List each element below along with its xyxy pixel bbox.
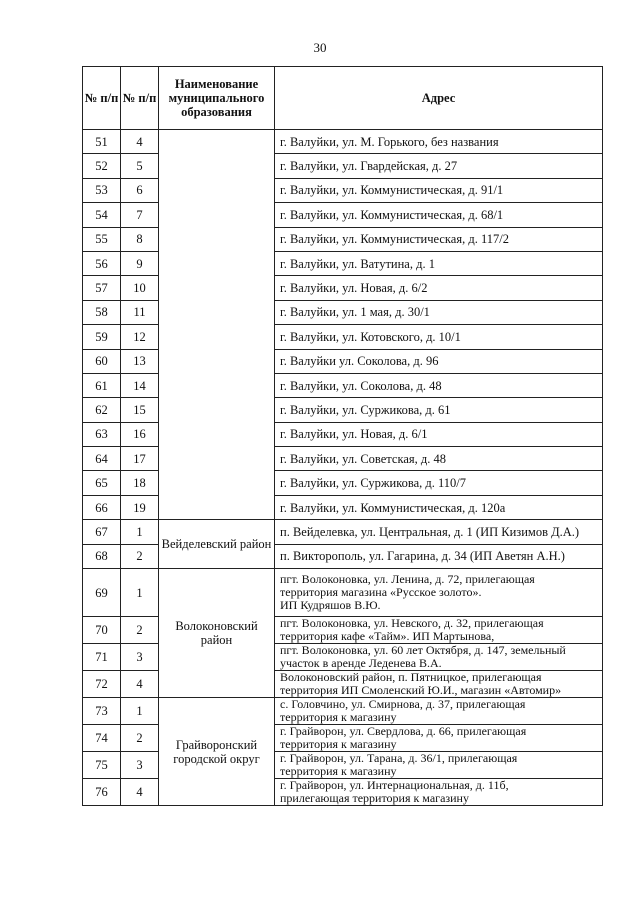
row-number: 65	[83, 471, 121, 495]
row-number: 76	[83, 779, 121, 806]
row-subnumber: 3	[121, 644, 159, 671]
row-subnumber: 6	[121, 178, 159, 202]
row-address: п. Викторополь, ул. Гагарина, д. 34 (ИП Аветян А.Н.)	[275, 544, 603, 568]
row-number: 60	[83, 349, 121, 373]
row-number: 61	[83, 373, 121, 397]
row-number: 73	[83, 698, 121, 725]
address-line: прилегающая территория к магазину	[280, 791, 469, 806]
header-number: № п/п	[83, 67, 121, 130]
address-line: территория к магазину	[280, 710, 397, 725]
row-subnumber: 18	[121, 471, 159, 495]
row-subnumber: 2	[121, 544, 159, 568]
row-subnumber: 4	[121, 671, 159, 698]
row-number: 64	[83, 447, 121, 471]
row-subnumber: 1	[121, 569, 159, 617]
row-subnumber: 12	[121, 325, 159, 349]
row-number: 55	[83, 227, 121, 251]
row-number: 57	[83, 276, 121, 300]
row-address: г. Валуйки, ул. Коммунистическая, д. 91/1	[275, 178, 603, 202]
row-subnumber: 11	[121, 300, 159, 324]
row-number: 72	[83, 671, 121, 698]
row-address: г. Валуйки, ул. Новая, д. 6/1	[275, 422, 603, 446]
row-address	[275, 644, 603, 671]
municipality-cell-empty	[159, 130, 275, 520]
row-number: 51	[83, 130, 121, 154]
row-subnumber: 3	[121, 752, 159, 779]
address-line: территория магазина «Русское золото».	[280, 585, 482, 600]
row-address	[275, 725, 603, 752]
row-address: г. Валуйки, ул. М. Горького, без названия	[275, 130, 603, 154]
municipality-name: Вейделевский район	[159, 520, 275, 569]
address-line: с. Головчино, ул. Смирнова, д. 37, прилегающая	[280, 697, 526, 712]
header-municipality: Наименование муниципального образования	[159, 67, 275, 130]
row-number: 52	[83, 154, 121, 178]
row-address: г. Валуйки, ул. Коммунистическая, д. 68/1	[275, 203, 603, 227]
row-address: г. Валуйки, ул. 1 мая, д. 30/1	[275, 300, 603, 324]
row-number: 74	[83, 725, 121, 752]
row-number: 70	[83, 617, 121, 644]
address-line: г. Грайворон, ул. Интернациональная, д. 11б,	[280, 778, 509, 793]
row-number: 62	[83, 398, 121, 422]
row-address: г. Валуйки, ул. Коммунистическая, д. 117/2	[275, 227, 603, 251]
address-line: пгт. Волоконовка, ул. Невского, д. 32, прилегающая	[280, 616, 544, 631]
row-number: 68	[83, 544, 121, 568]
row-subnumber: 2	[121, 725, 159, 752]
table-row	[83, 130, 603, 154]
row-address	[275, 698, 603, 725]
municipality-name: Грайворонский городской округ	[159, 698, 275, 806]
municipality-name: Волоконовский район	[159, 569, 275, 698]
address-line: территория ИП Смоленский Ю.И., магазин «Автомир»	[280, 683, 562, 698]
row-subnumber: 4	[121, 130, 159, 154]
row-address: г. Валуйки, ул. Гвардейская, д. 27	[275, 154, 603, 178]
row-subnumber: 4	[121, 779, 159, 806]
row-subnumber: 2	[121, 617, 159, 644]
address-line: пгт. Волоконовка, ул. 60 лет Октября, д. 147, земельный	[280, 643, 566, 658]
row-address: г. Валуйки, ул. Суржикова, д. 61	[275, 398, 603, 422]
row-address: г. Валуйки, ул. Соколова, д. 48	[275, 373, 603, 397]
row-address: г. Валуйки, ул. Новая, д. 6/2	[275, 276, 603, 300]
row-address: п. Вейделевка, ул. Центральная, д. 1 (ИП Кизимов Д.А.)	[275, 520, 603, 544]
row-number: 75	[83, 752, 121, 779]
row-subnumber: 14	[121, 373, 159, 397]
address-line: г. Грайворон, ул. Свердлова, д. 66, прилегающая	[280, 724, 527, 739]
row-address	[275, 779, 603, 806]
row-subnumber: 8	[121, 227, 159, 251]
row-number: 67	[83, 520, 121, 544]
row-address	[275, 752, 603, 779]
row-number: 59	[83, 325, 121, 349]
header-subnumber: № п/п	[121, 67, 159, 130]
row-subnumber: 19	[121, 495, 159, 519]
row-address: г. Валуйки, ул. Суржикова, д. 110/7	[275, 471, 603, 495]
row-number: 53	[83, 178, 121, 202]
row-number: 69	[83, 569, 121, 617]
row-address: г. Валуйки, ул. Советская, д. 48	[275, 447, 603, 471]
row-number: 56	[83, 251, 121, 275]
table-row	[83, 698, 603, 725]
table-row	[83, 569, 603, 617]
header-address: Адрес	[275, 67, 603, 130]
row-subnumber: 1	[121, 520, 159, 544]
address-line: территория кафе «Тайм». ИП Мартынова,	[280, 629, 495, 644]
table-row	[83, 520, 603, 544]
row-subnumber: 5	[121, 154, 159, 178]
row-number: 58	[83, 300, 121, 324]
address-line: ИП Кудряшов В.Ю.	[280, 598, 381, 613]
row-subnumber: 9	[121, 251, 159, 275]
row-subnumber: 7	[121, 203, 159, 227]
page-number: 30	[313, 40, 327, 55]
row-subnumber: 16	[121, 422, 159, 446]
row-subnumber: 10	[121, 276, 159, 300]
address-line: пгт. Волоконовка, ул. Ленина, д. 72, прилегающая	[280, 572, 535, 587]
address-line: Волоконовский район, п. Пятницкое, прилегающая	[280, 670, 542, 685]
row-address: г. Валуйки, ул. Коммунистическая, д. 120а	[275, 495, 603, 519]
address-table	[82, 66, 603, 806]
row-address	[275, 569, 603, 617]
row-address: г. Валуйки, ул. Ватутина, д. 1	[275, 251, 603, 275]
row-subnumber: 1	[121, 698, 159, 725]
row-number: 54	[83, 203, 121, 227]
row-address: г. Валуйки ул. Соколова, д. 96	[275, 349, 603, 373]
table-header	[83, 67, 603, 130]
address-line: территория к магазину	[280, 764, 397, 779]
row-number: 71	[83, 644, 121, 671]
row-number: 66	[83, 495, 121, 519]
address-line: территория к магазину	[280, 737, 397, 752]
address-line: г. Грайворон, ул. Тарана, д. 36/1, прилегающая	[280, 751, 518, 766]
row-address	[275, 617, 603, 644]
address-line: участок в аренде Леденева В.А.	[280, 656, 442, 671]
row-subnumber: 15	[121, 398, 159, 422]
row-address: г. Валуйки, ул. Котовского, д. 10/1	[275, 325, 603, 349]
row-number: 63	[83, 422, 121, 446]
row-subnumber: 13	[121, 349, 159, 373]
row-address	[275, 671, 603, 698]
row-subnumber: 17	[121, 447, 159, 471]
